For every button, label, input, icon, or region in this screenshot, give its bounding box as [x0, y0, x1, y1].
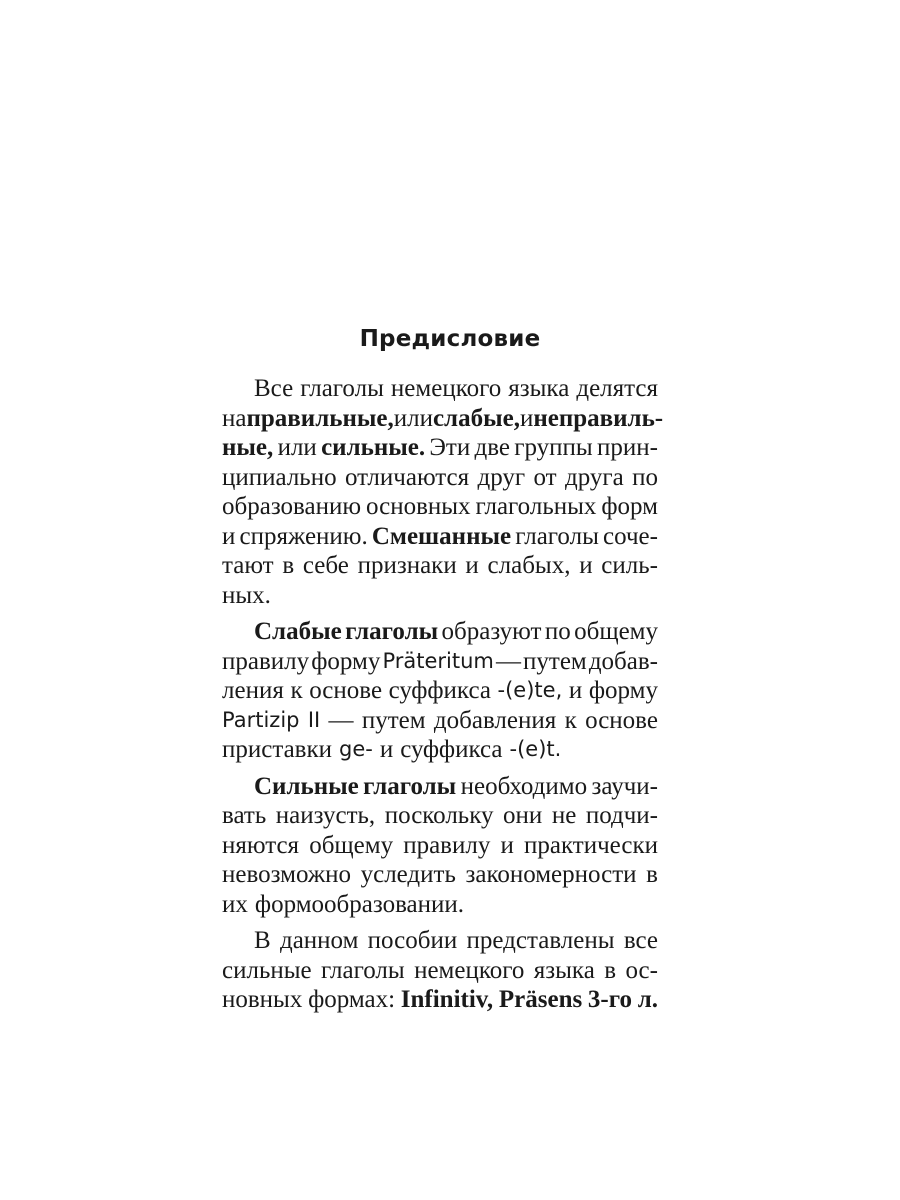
word: представлены — [466, 927, 615, 954]
text-line — [222, 926, 658, 956]
word: формах: — [308, 986, 396, 1013]
word: форму — [311, 647, 381, 675]
word: не — [551, 802, 577, 829]
word: все — [623, 927, 658, 954]
word: Эти — [429, 434, 471, 461]
word: они — [503, 802, 543, 829]
word: л. — [637, 986, 658, 1013]
word: правильные, — [246, 404, 394, 432]
word: глаголы — [321, 956, 405, 984]
word: Präsens — [498, 986, 583, 1013]
word: формообразовании. — [254, 890, 465, 918]
word: ос- — [625, 956, 658, 984]
word: ные, — [222, 434, 274, 461]
word: Смешанные — [371, 522, 512, 550]
word: по — [632, 463, 658, 491]
word: форму — [588, 677, 658, 704]
word: правилу — [222, 647, 310, 675]
word: к — [290, 677, 303, 704]
paragraph — [222, 926, 658, 1015]
word: и — [568, 677, 583, 704]
word: силь- — [601, 552, 658, 579]
word: и — [222, 522, 236, 550]
word: и — [579, 552, 593, 579]
text-line — [222, 463, 658, 493]
text-line — [222, 956, 658, 986]
text-line — [222, 581, 658, 611]
word: данном — [279, 927, 359, 954]
word: Präteritum — [382, 648, 494, 673]
word: няются — [222, 831, 300, 859]
word: глаголы — [363, 772, 457, 800]
word: Infinitiv, — [400, 986, 494, 1013]
word: суффикса — [400, 736, 503, 763]
preface-text — [222, 374, 664, 1015]
text-line — [222, 647, 658, 677]
word: приставки — [222, 736, 333, 763]
word: отличаются — [344, 463, 470, 491]
text-line — [222, 404, 664, 434]
word: ления — [222, 677, 284, 704]
word: общему — [574, 618, 658, 645]
word: уследить — [360, 861, 456, 888]
word: в — [604, 956, 617, 984]
text-line — [222, 890, 658, 920]
word: заучи- — [591, 772, 658, 800]
word: и — [500, 831, 514, 859]
word: Слабые — [254, 618, 342, 645]
word: сильные — [222, 956, 312, 984]
word: закономерности — [465, 861, 637, 888]
word: глаголы — [515, 522, 599, 550]
word: невозможно — [222, 861, 351, 888]
word: поскольку — [384, 802, 494, 829]
paragraph — [222, 374, 664, 610]
word: практически — [523, 831, 658, 859]
word: путем — [361, 706, 426, 734]
text-line — [222, 985, 658, 1015]
page-title: Предисловие — [359, 326, 541, 352]
word: признаки — [357, 552, 457, 579]
word: II — [307, 707, 321, 732]
word: общему — [309, 831, 394, 859]
word: Сильные — [254, 772, 359, 800]
word: Все — [254, 375, 294, 402]
word: группы — [514, 434, 593, 461]
word: подчи- — [585, 802, 658, 829]
paragraph — [222, 772, 658, 920]
word: путем — [523, 647, 587, 675]
word: в — [646, 861, 658, 888]
word: необходимо — [460, 772, 588, 800]
word: себе — [302, 552, 349, 579]
text-line — [222, 801, 658, 831]
word: и — [379, 736, 394, 763]
text-line — [222, 433, 658, 463]
word: слабые, — [432, 404, 520, 432]
word: ных. — [222, 581, 271, 609]
text-line — [222, 706, 658, 736]
word: добав- — [588, 647, 658, 675]
paragraph-gap — [222, 610, 658, 617]
word: и — [465, 552, 479, 579]
word: друга — [564, 463, 624, 491]
word: немецкого — [390, 375, 502, 402]
word: их — [222, 890, 248, 918]
word: две — [474, 434, 510, 461]
word: пособии — [367, 927, 458, 954]
word: — — [328, 706, 354, 734]
text-line — [222, 617, 658, 647]
word: глагольных — [475, 493, 597, 520]
paragraph-gap — [222, 919, 658, 926]
text-line — [222, 374, 658, 404]
word: 3-го — [587, 986, 632, 1013]
paragraph-gap — [222, 765, 658, 772]
word: и — [519, 404, 534, 432]
word: -(e)te, — [497, 678, 563, 702]
word: — — [495, 647, 521, 675]
text-line — [222, 676, 658, 706]
word: суффикса — [388, 677, 491, 704]
text-line — [222, 551, 658, 581]
word: по — [544, 618, 571, 645]
word: глаголы — [300, 375, 384, 402]
word: прин- — [597, 434, 658, 461]
word: вать — [222, 802, 267, 829]
word: или — [277, 434, 317, 461]
paragraph — [222, 617, 658, 765]
word: основе — [585, 706, 658, 734]
text-line — [222, 492, 658, 522]
word: неправиль- — [533, 404, 664, 432]
word: соче- — [603, 522, 658, 550]
text-line — [222, 522, 658, 552]
word: спряжению. — [239, 522, 368, 550]
word: к — [564, 706, 577, 734]
word: от — [533, 463, 557, 491]
word: форм — [601, 493, 658, 520]
word: ципиально — [222, 463, 337, 491]
word: слабых, — [487, 552, 571, 579]
word: делятся — [576, 375, 658, 402]
word: друг — [477, 463, 526, 491]
word: основных — [365, 493, 471, 520]
text-line — [222, 831, 658, 861]
word: немецкого — [414, 956, 525, 984]
word: правилу — [403, 831, 491, 859]
word: или — [393, 404, 433, 432]
word: Partizip — [222, 707, 300, 732]
word: ge- — [339, 737, 373, 761]
text-line — [222, 735, 658, 765]
word: образуют — [441, 618, 542, 645]
word: языка — [508, 375, 570, 402]
word: сильные. — [321, 434, 426, 461]
word: в — [282, 552, 295, 579]
word: языка — [533, 956, 595, 984]
word: новных — [222, 986, 303, 1013]
word: глаголы — [345, 618, 439, 645]
word: наизусть, — [275, 802, 376, 829]
word: добавления — [433, 706, 557, 734]
word: тают — [222, 552, 274, 579]
word: основе — [309, 677, 383, 704]
text-line — [222, 860, 658, 890]
word: -(e)t. — [509, 737, 562, 761]
word: на — [222, 404, 247, 432]
word: образованию — [222, 493, 362, 520]
text-line — [222, 772, 658, 802]
word: В — [254, 927, 271, 954]
